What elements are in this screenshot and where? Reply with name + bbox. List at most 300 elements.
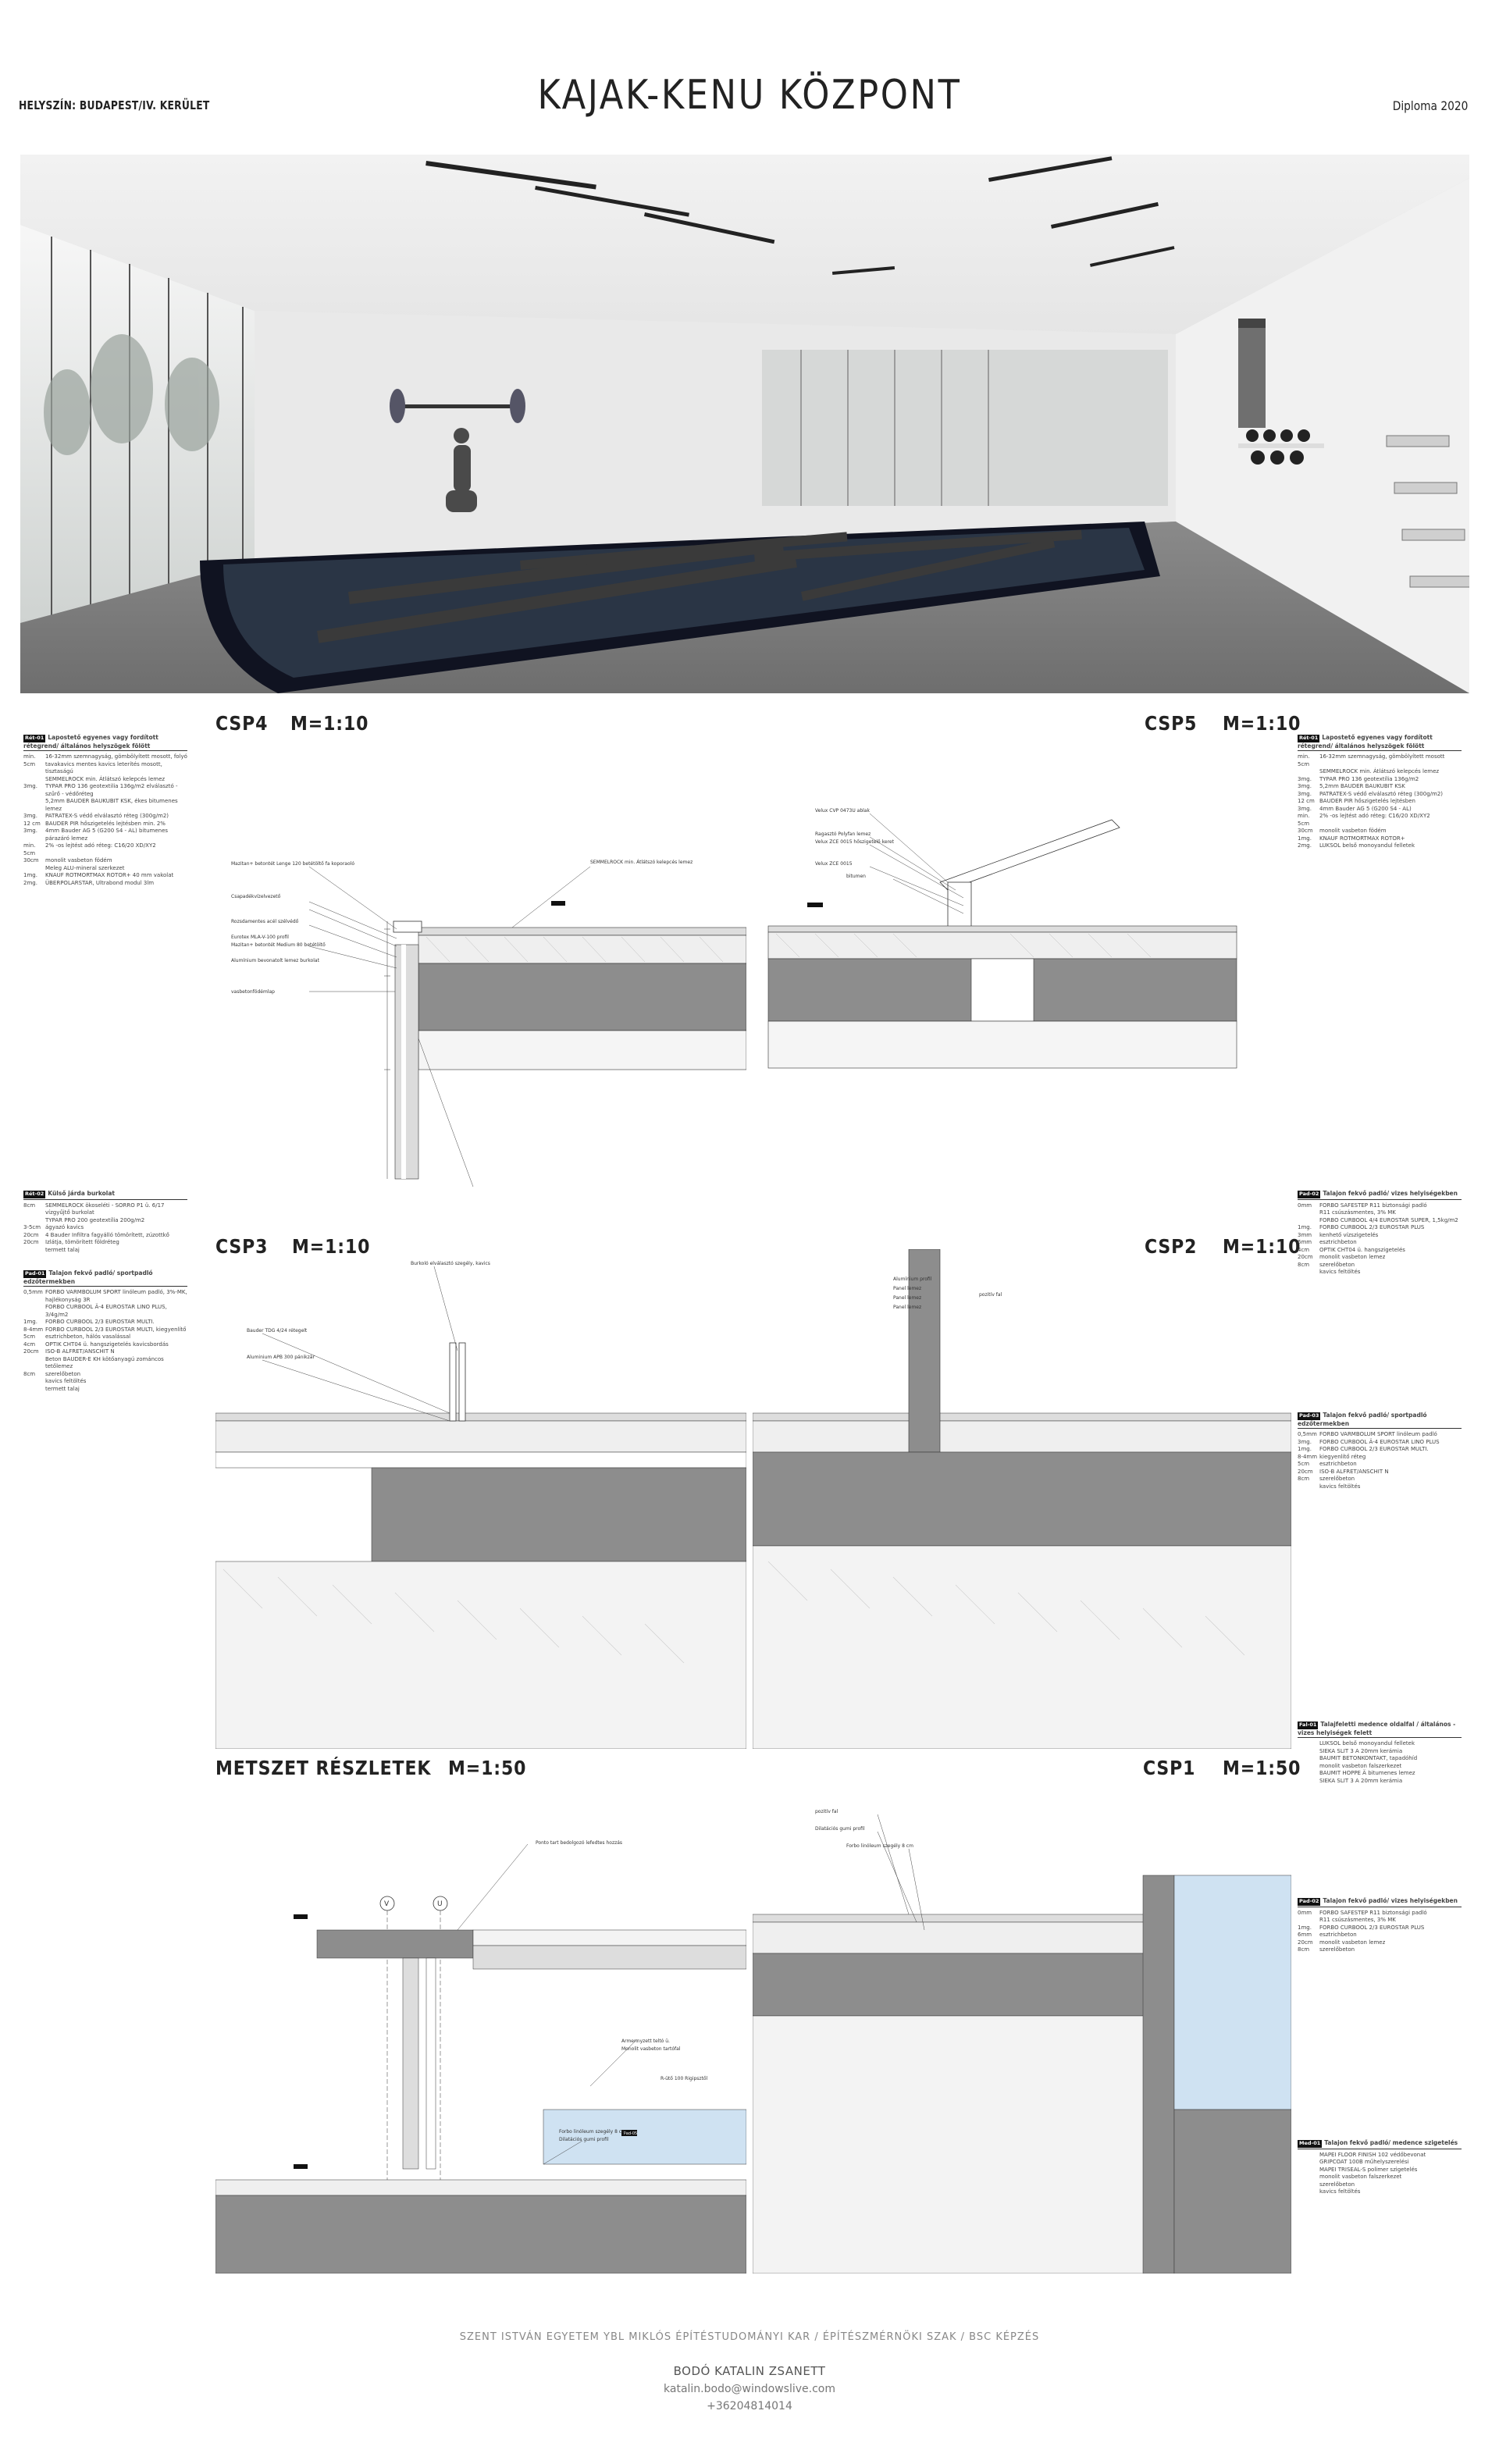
- note-row: [1298, 806, 1462, 814]
- note-row: [1298, 791, 1462, 799]
- note-row-material: 2% -os lejtést adó réteg: C16/20 XD/XY2: [45, 842, 156, 849]
- note-row: [23, 1304, 187, 1319]
- csp5-scale: M=1:10: [1223, 712, 1301, 735]
- note-row-material: LUKSOL belső monoyandul felletek: [1319, 1740, 1415, 1747]
- note-row: [1298, 1262, 1462, 1269]
- callout-met-e: Forbo linóleum szegély 8 cm: [559, 2129, 626, 2135]
- note-row: [1298, 828, 1462, 835]
- metszet-label: METSZET RÉSZLETEK: [215, 1757, 432, 1779]
- note-row: [23, 783, 187, 798]
- note-row-material: szerelőbeton: [45, 1370, 81, 1377]
- note-row-thickness: 8cm: [23, 1202, 36, 1209]
- note-row-material: ISO-B ALFRET/ANSCHIT N: [1319, 1468, 1389, 1475]
- note-title: Külső járda burkolat: [48, 1190, 116, 1197]
- callout-csp4-c: Csapadékvízelvezető: [231, 894, 281, 899]
- note-row-thickness: 1mg.: [1298, 1446, 1312, 1452]
- note-row-thickness: [1298, 1917, 1319, 1925]
- note-row-thickness: [1298, 1755, 1319, 1763]
- note-row-thickness: [1298, 1748, 1319, 1756]
- note-row-thickness: 12 cm: [1298, 798, 1315, 804]
- note-row-thickness: [23, 1247, 45, 1255]
- note-row: [1298, 776, 1462, 784]
- note-tag: Fal-01: [1299, 1722, 1317, 1728]
- note-tag: Pad-02: [1299, 1191, 1319, 1197]
- note-row-thickness: 1mg.: [1298, 1924, 1312, 1931]
- note-row: [1298, 842, 1462, 850]
- note-row: [1298, 1439, 1462, 1447]
- note-row: [1298, 1232, 1462, 1240]
- note-row-thickness: [1298, 1269, 1319, 1277]
- note-row-thickness: [23, 1386, 45, 1394]
- note-row-material: 2% -os lejtést adó réteg: C16/20 XD/XY2: [1319, 813, 1430, 819]
- note-row-material: OPTIK CHT04 ü. hangszigetelés: [1319, 1246, 1405, 1253]
- note-row-thickness: 0,5mm: [23, 1289, 43, 1295]
- axis-v-label: V: [384, 1900, 390, 1908]
- note-title: Lapostető egyenes vagy fordított rétegrend/ általános helyszögek fölött: [1298, 734, 1433, 750]
- callout-csp2-a: Alumínium profil: [893, 1277, 932, 1282]
- note-row-thickness: 20cm: [23, 1239, 39, 1245]
- note-row: [1298, 2152, 1462, 2160]
- note-row-thickness: 20cm: [1298, 1254, 1313, 1260]
- note-row-thickness: [23, 1304, 45, 1319]
- note-pad-03-right: [1298, 1412, 1462, 1490]
- note-row-thickness: 6mm: [1298, 1239, 1312, 1245]
- callout-csp5-e: bitumen: [846, 874, 866, 879]
- note-title: Talajon fekvő padló/ vizes helyiségekben: [1323, 1190, 1458, 1197]
- note-row: [1298, 1483, 1462, 1491]
- note-row-thickness: 8cm: [1298, 1946, 1310, 1953]
- note-row-thickness: 4cm: [23, 1341, 36, 1348]
- callout-csp4-h: vasbetonfödémlap: [231, 989, 275, 995]
- note-row: [23, 1348, 187, 1356]
- note-row-material: kenhető vízszigetelés: [1319, 1231, 1379, 1238]
- note-tag: Pad-02: [1299, 1898, 1319, 1904]
- csp1-scale: M=1:50: [1223, 1757, 1301, 1779]
- note-row: [23, 1289, 187, 1304]
- csp4-scale: M=1:10: [290, 712, 369, 735]
- note-row: [23, 798, 187, 813]
- note-row-thickness: 3mg.: [23, 828, 37, 834]
- note-row-material: FORBO SAFESTEP R11 biztonsági padló: [1319, 1202, 1427, 1209]
- note-row-thickness: 5cm: [23, 1333, 36, 1340]
- note-row-thickness: [1298, 1209, 1319, 1217]
- note-row-material: monolit vasbeton falszerkezet: [1319, 2174, 1402, 2180]
- callout-csp5-c: Velux ZCE 0015 hőszigetelő keret: [815, 839, 894, 845]
- note-row-thickness: [1298, 2159, 1319, 2167]
- note-row-material: FORBO CURBOOL 2/3 EUROSTAR PLUS: [1319, 1224, 1425, 1230]
- note-row-thickness: [1298, 768, 1319, 776]
- author-name: BODÓ KATALIN ZSANETT: [673, 2364, 826, 2378]
- callout-csp3-a: Burkoló elválasztó szegély, kavics: [411, 1261, 490, 1266]
- note-row-thickness: 1mg.: [23, 1319, 37, 1325]
- callout-csp2-b: Panel lemez: [893, 1286, 922, 1291]
- note-row-material: FORBO SAFESTEP R11 biztonsági padló: [1319, 1909, 1427, 1916]
- note-row-thickness: [23, 865, 45, 873]
- note-row: [1298, 1932, 1462, 1939]
- csp2-drawing: [753, 1249, 1291, 1749]
- note-row: [1298, 1461, 1462, 1469]
- note-row-thickness: min. 5cm: [23, 842, 36, 856]
- note-row-material: BAUMIT HOPPE Ä bitumenes lemez: [1319, 1770, 1415, 1776]
- note-row: [23, 821, 187, 828]
- note-title: Talajon fekvő padló/ medence szigetelés: [1324, 2139, 1458, 2146]
- note-tag: Pad-01: [25, 1270, 45, 1277]
- note-tag: Rét-01: [25, 735, 45, 741]
- note-row-material: monolit vasbeton lemez: [1319, 1939, 1386, 1946]
- note-title: Talajon fekvő padló/ sportpadló edzőtermekben: [1298, 1412, 1427, 1427]
- note-row: [23, 1239, 187, 1247]
- note-row-thickness: [1298, 2152, 1319, 2160]
- note-row-thickness: 2mg.: [1298, 842, 1312, 849]
- note-row-material: szerelőbeton: [1319, 2181, 1355, 2188]
- note-row-material: FORBO CURBOOL 2/3 EUROSTAR MULTI.: [1319, 1446, 1429, 1452]
- note-row: [23, 828, 187, 842]
- callout-csp1-b: Dilatációs gumi profil: [815, 1826, 865, 1832]
- csp3-drawing: [215, 1249, 746, 1749]
- note-row-thickness: [23, 776, 45, 784]
- note-row-material: ÜBERPOLARSTAR, Ultrabond modul 3lm: [45, 879, 155, 886]
- note-row: [1298, 1247, 1462, 1255]
- note-row: [1298, 1217, 1462, 1225]
- note-row: [23, 1232, 187, 1240]
- note-rét-02-left: [23, 1190, 187, 1254]
- note-row: [1298, 1763, 1462, 1771]
- csp2-label: CSP2: [1145, 1235, 1198, 1258]
- note-row-thickness: 3mg.: [23, 813, 37, 819]
- note-rét-01-left: [23, 734, 187, 887]
- csp4-drawing: [215, 742, 746, 1226]
- note-row: [1298, 1939, 1462, 1947]
- note-row-thickness: [1298, 1740, 1319, 1748]
- note-row: [1298, 2174, 1462, 2181]
- note-row-material: PATRATEX-S védő elválasztó réteg (300g/m2): [1319, 790, 1443, 797]
- note-row: [1298, 768, 1462, 776]
- callout-csp4-g: Alumínium bevonatolt lemez burkolat: [231, 958, 319, 963]
- note-row: [23, 1319, 187, 1326]
- note-row: [1298, 783, 1462, 791]
- note-row: [23, 1217, 187, 1225]
- note-row-thickness: 0,5mm: [1298, 1431, 1317, 1437]
- note-row-material: LUKSOL belső monoyandul felletek: [1319, 842, 1415, 849]
- metszet-scale: M=1:50: [448, 1757, 527, 1779]
- note-row-material: monolit vasbeton lemez: [1319, 1254, 1386, 1260]
- note-tag: Pad-03: [1299, 1412, 1319, 1419]
- note-pad-02-right: [1298, 1190, 1462, 1277]
- note-row: [1298, 1202, 1462, 1210]
- note-pad-02b-right: [1298, 1897, 1462, 1954]
- note-row: [1298, 1946, 1462, 1954]
- note-row-material: Beton BAUDER-E KH kötőanyagú zománcos tetőlemez: [45, 1355, 164, 1369]
- note-row-thickness: 0mm: [1298, 1202, 1312, 1209]
- note-row-thickness: 3mg.: [1298, 783, 1312, 789]
- note-row-thickness: [23, 1378, 45, 1386]
- author-phone: +36204814014: [707, 2400, 792, 2412]
- note-row-thickness: 4cm: [1298, 1246, 1310, 1253]
- note-row-thickness: [1298, 1763, 1319, 1771]
- note-row-material: 5,2mm BAUDER BAUKUBIT KSK: [1319, 783, 1405, 789]
- render-illustration: [20, 155, 1469, 693]
- note-row-material: FORBO CURBOOL Ä-4 EUROSTAR LINO PLUS, 3/4g/m2: [45, 1304, 167, 1318]
- callout-csp4-e: Eurotex MLA-V-100 profil: [231, 935, 289, 940]
- note-row-material: szerelőbeton: [1319, 1476, 1355, 1482]
- note-row-material: TYPAR PRO 200 geotextília 200g/m2: [45, 1216, 145, 1223]
- note-row: [1298, 1925, 1462, 1932]
- page-title: KAJAK-KENU KÖZPONT: [537, 72, 962, 119]
- note-row-thickness: [1298, 2181, 1319, 2189]
- note-row-thickness: 20cm: [1298, 1468, 1313, 1475]
- note-row-material: SEMMELROCK min. Átlátszó kelepcés lemez: [45, 775, 166, 782]
- note-row-material: 16-32mm szemnagyság, gömbölyített mosott, folyó tavakavics mentes kavics leterítés mosott, tisztaságú: [45, 753, 187, 774]
- note-row: [1298, 1209, 1462, 1217]
- note-row-material: FORBO CURBOOL Ä-4 EUROSTAR LINO PLUS: [1319, 1438, 1440, 1445]
- csp1-drawing: [753, 1774, 1291, 2274]
- note-row-material: TYPAR PRO 136 geotextília 136g/m2: [1319, 775, 1419, 782]
- note-row-thickness: [23, 798, 45, 813]
- location-label: HELYSZÍN: BUDAPEST/IV. KERÜLET: [19, 98, 210, 112]
- interior-render: [20, 155, 1469, 693]
- note-row: [1298, 1770, 1462, 1778]
- note-row: [1298, 1778, 1462, 1786]
- note-row-thickness: min. 5cm: [1298, 813, 1310, 827]
- note-fal-01-right: [1298, 1721, 1462, 1785]
- note-row-material: SIEKA SLIT 3 A 20mm kerámia: [1319, 1777, 1403, 1784]
- note-rét-01-right: [1298, 734, 1462, 850]
- callout-csp2-e: pozitív fal: [979, 1292, 1002, 1298]
- note-row-material: BAUDER PIR hőszigetelés lejtésben: [1319, 798, 1415, 804]
- note-row-thickness: [1298, 2188, 1319, 2196]
- note-row: [23, 872, 187, 880]
- note-row-thickness: [23, 1217, 45, 1225]
- callout-csp4-b: SEMMELROCK min. Átlátszó kelepcés lemez: [590, 860, 693, 865]
- note-row-thickness: 30cm: [1298, 828, 1313, 834]
- csp5-drawing: [753, 742, 1291, 1226]
- note-row: [1298, 753, 1462, 768]
- note-row-thickness: 2mg.: [23, 879, 37, 886]
- note-row: [1298, 1239, 1462, 1247]
- callout-met-c: Monolit vasbeton tartófal: [621, 2046, 681, 2052]
- note-med-01-right: [1298, 2139, 1462, 2196]
- note-row-material: termett talaj: [45, 1385, 80, 1392]
- note-tag: Rét-01: [1299, 735, 1319, 741]
- axis-u-label: U: [437, 1900, 443, 1908]
- note-row-material: ISO-B ALFRET/ANSCHIT N: [45, 1348, 115, 1355]
- note-row: [23, 1371, 187, 1379]
- note-row-thickness: [1298, 1770, 1319, 1778]
- note-row: [23, 1247, 187, 1255]
- note-row-thickness: 20cm: [1298, 1939, 1313, 1946]
- note-row: [23, 1202, 187, 1217]
- note-row-material: kavics feltöltés: [1319, 1269, 1361, 1275]
- note-row-material: Izlátja, tömörített földréteg: [45, 1239, 119, 1245]
- note-row-material: esztrichbeton: [1319, 1461, 1357, 1467]
- university-line: SZENT ISTVÁN EGYETEM YBL MIKLÓS ÉPÍTÉSTUDOMÁNYI KAR / ÉPÍTÉSZMÉRNÖKI SZAK / BSC KÉPZÉS: [459, 2331, 1040, 2343]
- note-row: [23, 857, 187, 865]
- note-row: [1298, 1454, 1462, 1462]
- note-row-material: termett talaj: [45, 1246, 80, 1253]
- note-row-material: 5,2mm BAUDER BAUKUBIT KSK, ékes bitumenes lemez: [45, 798, 178, 812]
- note-row: [23, 842, 187, 857]
- callout-csp5-a: Velux CVP 0473U ablak: [815, 808, 870, 814]
- note-row-thickness: 1mg.: [23, 872, 37, 878]
- note-row-material: BAUMIT BETONKONTAKT, tapadóhíd: [1319, 1755, 1418, 1761]
- note-row: [1298, 1224, 1462, 1232]
- callout-csp4-a: Mazitan+ betontét Lenge 120 betétöltő fa koporaoló: [231, 861, 354, 867]
- callout-csp2-d: Panel lemez: [893, 1305, 922, 1310]
- note-row-material: FORBO CURBOOL 4/4 EUROSTAR SUPER, 1,5kg/m2: [1319, 1216, 1458, 1223]
- note-row-material: SEMMELROCK ökoseléti - SORRO P1 ü. 6/17 vízgyűjtő burkolat: [45, 1202, 165, 1216]
- note-row-thickness: [1298, 2167, 1319, 2174]
- callout-csp1-a: pozitív fal: [815, 1809, 839, 1814]
- note-row-material: Meleg ALU-mineral szerkezet: [45, 864, 125, 871]
- note-row: [1298, 1476, 1462, 1483]
- note-row: [1298, 1446, 1462, 1454]
- note-tag: Med-01: [1299, 2140, 1321, 2146]
- note-row-thickness: 3mm: [1298, 1231, 1312, 1238]
- note-row-material: KNAUF ROTMORTMAX ROTOR+ 40 mm vakolat: [45, 872, 174, 878]
- note-row-material: OPTIK CHT04 ü. hangszigetelés kavicsbordás: [45, 1341, 169, 1348]
- csp2-scale: M=1:10: [1223, 1235, 1301, 1258]
- note-row-thickness: 12 cm: [23, 820, 41, 827]
- note-row-material: FORBO VARMBOLUM SPORT linóleum padló: [1319, 1431, 1437, 1437]
- csp3-label: CSP3: [215, 1235, 269, 1258]
- note-row-thickness: 8cm: [23, 1370, 36, 1377]
- note-row: [1298, 1269, 1462, 1277]
- note-row-material: kavics feltöltés: [1319, 1483, 1361, 1490]
- note-row: [23, 776, 187, 784]
- note-row-thickness: 3mg.: [23, 783, 37, 789]
- note-row: [1298, 1748, 1462, 1756]
- note-row: [1298, 1917, 1462, 1925]
- note-row: [23, 813, 187, 821]
- note-row: [23, 1378, 187, 1386]
- callout-met-d: R-ütő 100 Rigipsztől: [660, 2076, 708, 2081]
- note-row: [23, 865, 187, 873]
- note-row-thickness: 8-4mm: [23, 1326, 44, 1333]
- note-row-material: szerelőbeton: [1319, 1946, 1355, 1953]
- note-row-thickness: 20cm: [23, 1348, 39, 1355]
- year-label: Diploma 2020: [1392, 98, 1468, 113]
- note-row: [23, 1333, 187, 1341]
- note-row-material: esztrichbeton: [1319, 1239, 1357, 1245]
- note-row: [1298, 2167, 1462, 2174]
- note-row: [1298, 1254, 1462, 1262]
- note-row-material: 4mm Bauder AG 5 (G200 S4 - AL): [1319, 805, 1412, 812]
- note-row: [1298, 813, 1462, 828]
- note-row: [1298, 2159, 1462, 2167]
- note-title: Talajon fekvő padló/ vizes helyiségekben: [1323, 1897, 1458, 1904]
- note-row-material: FORBO CURBOOL 2/3 EUROSTAR MULTI, kiegyenlítő: [45, 1326, 187, 1333]
- note-row-thickness: 30cm: [23, 857, 39, 863]
- note-row: [1298, 798, 1462, 806]
- note-row: [23, 1224, 187, 1232]
- note-row-thickness: 8cm: [1298, 1261, 1310, 1268]
- note-row: [23, 1341, 187, 1349]
- note-row-thickness: 3-5cm: [23, 1224, 41, 1230]
- note-row-thickness: 20cm: [23, 1231, 39, 1238]
- note-row: [1298, 1910, 1462, 1917]
- callout-csp4-f: Mazitan+ betontét Medium 80 betétöltő: [231, 942, 326, 948]
- callout-csp3-c: Aluminium APB 300 pánikzár: [247, 1355, 315, 1360]
- note-row-material: kiegyenlítő réteg: [1319, 1453, 1366, 1460]
- note-row-thickness: [1298, 1778, 1319, 1786]
- note-row-material: 4 Bauder Infiltra fagyálló tömörített, zúzottkő: [45, 1231, 169, 1238]
- callout-csp3-b: Bauder TDG 4/24 rétegelt: [247, 1328, 308, 1333]
- csp4-label: CSP4: [215, 712, 269, 735]
- metszet-drawing: [215, 1774, 746, 2274]
- note-row-thickness: 8-4mm: [1298, 1453, 1318, 1460]
- note-row-material: esztrichbeton: [1319, 1932, 1357, 1938]
- callout-csp1-c: Forbo linóleum szegély 8 cm: [846, 1843, 913, 1849]
- note-row-material: FORBO VARMBOLUM SPORT linóleum padló, 3%-MK, hajlékonyság 3R: [45, 1289, 187, 1303]
- note-row-material: MAPEI FLOOR FINISH 102 védőbevonat: [1319, 2151, 1426, 2158]
- note-row-thickness: 5cm: [1298, 1461, 1310, 1467]
- note-row-material: FORBO CURBOOL 2/3 EUROSTAR PLUS: [1319, 1924, 1425, 1931]
- note-row-material: R11 csúszásmentes, 3% MK: [1319, 1917, 1396, 1923]
- note-row: [1298, 1755, 1462, 1763]
- note-row-material: GRIPCOAT 100B műhelyszerelési: [1319, 2159, 1409, 2165]
- csp3-scale: M=1:10: [292, 1235, 371, 1258]
- note-row: [1298, 1740, 1462, 1748]
- note-row-material: kavics feltöltés: [1319, 2188, 1361, 2195]
- callout-csp5-b: Ragasztó Polyfan lemez: [815, 831, 871, 837]
- note-row-thickness: 6mm: [1298, 1932, 1312, 1938]
- callout-met-b: Armennyzett teltó ü.: [621, 2038, 670, 2044]
- note-title: Lapostető egyenes vagy fordított rétegrend/ általános helyszögek fölött: [23, 734, 158, 750]
- note-row: [1298, 2181, 1462, 2189]
- note-row-material: monolit vasbeton födém: [1319, 828, 1387, 834]
- note-row-material: 16-32mm szemnagyság, gömbölyített mosott: [1319, 753, 1445, 760]
- note-row: [1298, 1469, 1462, 1476]
- note-row-material: szerelőbeton: [1319, 1261, 1355, 1268]
- med-tag: Pad-05: [624, 2131, 638, 2136]
- note-row: [23, 1326, 187, 1334]
- note-row-material: FORBO CURBOOL 2/3 EUROSTAR MULTI.: [45, 1319, 155, 1325]
- note-row-material: SIEKA SLIT 3 A 20mm kerámia: [1319, 1747, 1403, 1754]
- note-row-material: monolit vasbeton födém: [45, 857, 112, 863]
- callout-csp5-d: Velux ZCE 0015: [815, 861, 853, 867]
- note-row-thickness: [1298, 1483, 1319, 1491]
- note-row-thickness: 1mg.: [1298, 1224, 1312, 1230]
- note-row: [1298, 835, 1462, 843]
- author-email[interactable]: katalin.bodo@windowslive.com: [664, 2383, 835, 2395]
- csp1-label: CSP1: [1143, 1757, 1196, 1779]
- callout-met-a: Ponto tart bedolgozó lefedtes hozzás: [536, 1840, 623, 1846]
- note-row-material: kavics feltöltés: [45, 1378, 87, 1384]
- note-row-thickness: [1298, 2174, 1319, 2181]
- note-row: [23, 880, 187, 888]
- note-row-material: TYPAR PRO 136 geotextilia 136g/m2 elválasztó - szűrő - védőréteg: [45, 783, 178, 797]
- note-row-thickness: 3mg.: [1298, 1438, 1312, 1445]
- callout-csp2-c: Panel lemez: [893, 1295, 922, 1301]
- note-row-thickness: min. 5cm: [23, 753, 36, 767]
- note-row-material: PATRATEX-S védő elválasztó réteg (300g/m2): [45, 813, 169, 819]
- callout-met-f: Dilatációs gumi profil: [559, 2137, 609, 2142]
- callout-csp4-d: Rozsdamentes acél szélvédő: [231, 919, 299, 924]
- note-row-thickness: 8cm: [1298, 1476, 1310, 1482]
- note-row-material: KNAUF ROTMORTMAX ROTOR+: [1319, 835, 1405, 842]
- note-title: Talajfeletti medence oldalfal / általános - vizes helyiségek felett: [1298, 1721, 1456, 1736]
- note-row-thickness: [23, 1356, 45, 1371]
- csp5-label: CSP5: [1145, 712, 1198, 735]
- note-row: [23, 1386, 187, 1394]
- note-row-material: esztrichbeton, hálós vasalással: [45, 1333, 131, 1340]
- note-row-thickness: [1298, 1217, 1319, 1225]
- note-row: [1298, 1431, 1462, 1439]
- note-row-material: monolit vasbeton falszerkezet: [1319, 1762, 1402, 1769]
- note-row-thickness: 3mg.: [1298, 805, 1312, 812]
- note-row-material: ágyazó kavics: [45, 1224, 84, 1230]
- note-row-thickness: 1mg.: [1298, 835, 1312, 842]
